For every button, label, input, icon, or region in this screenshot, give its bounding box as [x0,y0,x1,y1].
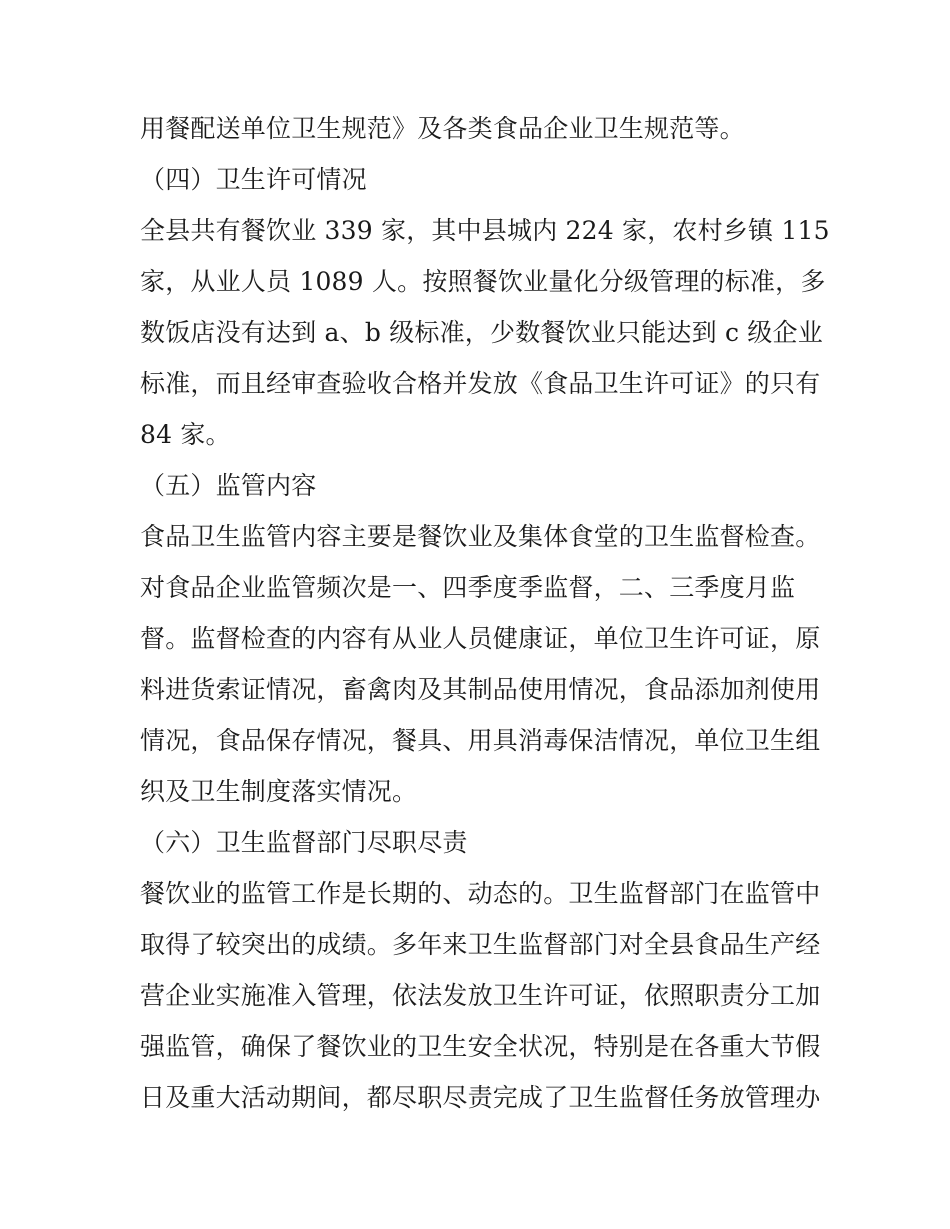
text-line: 日及重大活动期间，都尽职尽责完成了卫生监督任务放管理办 [140,1083,821,1112]
text-line: 料进货索证情况，畜禽肉及其制品使用情况，食品添加剂使用 [140,675,821,704]
document-body [140,103,830,1123]
text-line: 取得了较突出的成绩。多年来卫生监督部门对全县食品生产经 [140,930,821,959]
text-line: 对食品企业监管频次是一、四季度季监督，二、三季度月监 [140,573,796,602]
section-heading-five: （五）监管内容 [140,471,317,500]
text-line: 情况，食品保存情况，餐具、用具消毒保洁情况，单位卫生组 [140,726,821,755]
text-line: 家，从业人员 1089 人。按照餐饮业量化分级管理的标准，多 [140,267,826,296]
text-line: 强监管，确保了餐饮业的卫生安全状况，特别是在各重大节假 [140,1032,821,1061]
text-line: 84 家。 [140,420,231,449]
text-line: 全县共有餐饮业 339 家，其中县城内 224 家，农村乡镇 115 [140,216,830,245]
text-line: 织及卫生制度落实情况。 [140,777,418,806]
text-line: 督。监督检查的内容有从业人员健康证，单位卫生许可证，原 [140,624,821,653]
text-line: 营企业实施准入管理，依法发放卫生许可证，依照职责分工加 [140,981,821,1010]
text-line: 餐饮业的监管工作是长期的、动态的。卫生监督部门在监管中 [140,879,821,908]
section-heading-four: （四）卫生许可情况 [140,165,367,194]
text-line: 标准，而且经审查验收合格并发放《食品卫生许可证》的只有 [140,369,821,398]
section-heading-six: （六）卫生监督部门尽职尽责 [140,828,468,857]
text-line: 用餐配送单位卫生规范》及各类食品企业卫生规范等。 [140,114,745,143]
text-line: 食品卫生监管内容主要是餐饮业及集体食堂的卫生监督检查。 [140,522,821,551]
text-line: 数饭店没有达到 a、b 级标准，少数餐饮业只能达到 c 级企业 [140,318,823,347]
